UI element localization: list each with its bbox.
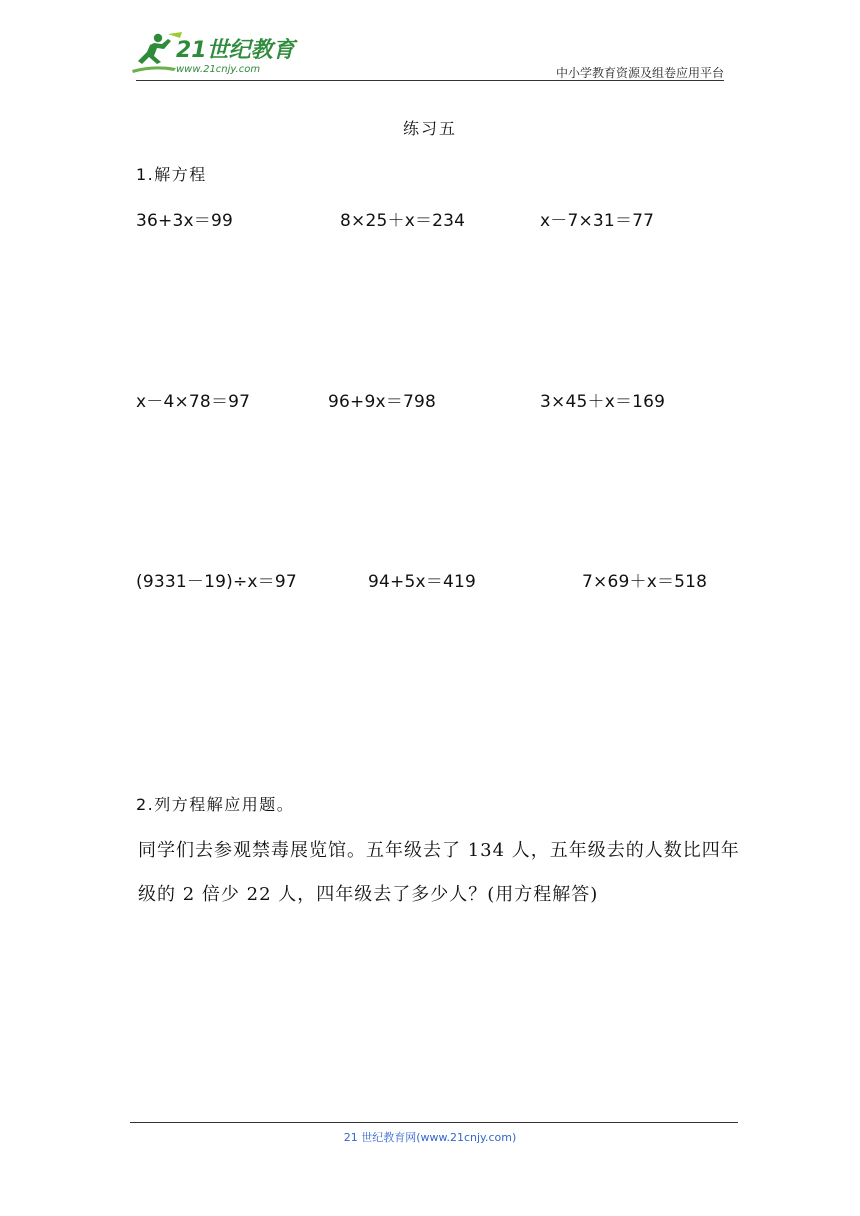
equation-9: 7×69＋x＝518	[582, 572, 708, 592]
section1-heading: 1.解方程	[136, 165, 207, 184]
section2-heading: 2.列方程解应用题。	[136, 795, 295, 814]
logo-text: 21世纪教育	[176, 38, 295, 63]
header-platform-text: 中小学教育资源及组卷应用平台	[555, 66, 724, 80]
equation-3: x－7×31＝77	[540, 211, 655, 231]
equation-4: x－4×78＝97	[136, 392, 251, 412]
equation-7: (9331－19)÷x＝97	[136, 572, 297, 592]
page-title: 练习五	[402, 119, 457, 138]
equation-5: 96+9x＝798	[328, 392, 437, 412]
equation-8: 94+5x＝419	[368, 572, 477, 592]
equation-1: 36+3x＝99	[136, 211, 233, 231]
header-rule	[136, 80, 724, 81]
word-problem-line-2: 级的 2 倍少 22 人，四年级去了多少人？(用方程解答)	[138, 884, 599, 905]
word-problem-line-1: 同学们去参观禁毒展览馆。五年级去了 134 人，五年级去的人数比四年	[138, 840, 740, 861]
footer-rule	[130, 1122, 738, 1123]
site-logo	[124, 30, 314, 78]
footer-link[interactable]: 21 世纪教育网(www.21cnjy.com)	[343, 1131, 517, 1144]
runner-icon	[132, 32, 182, 73]
equation-2: 8×25＋x＝234	[340, 211, 466, 231]
equation-6: 3×45＋x＝169	[540, 392, 666, 412]
logo-url: www.21cnjy.com	[176, 64, 261, 75]
